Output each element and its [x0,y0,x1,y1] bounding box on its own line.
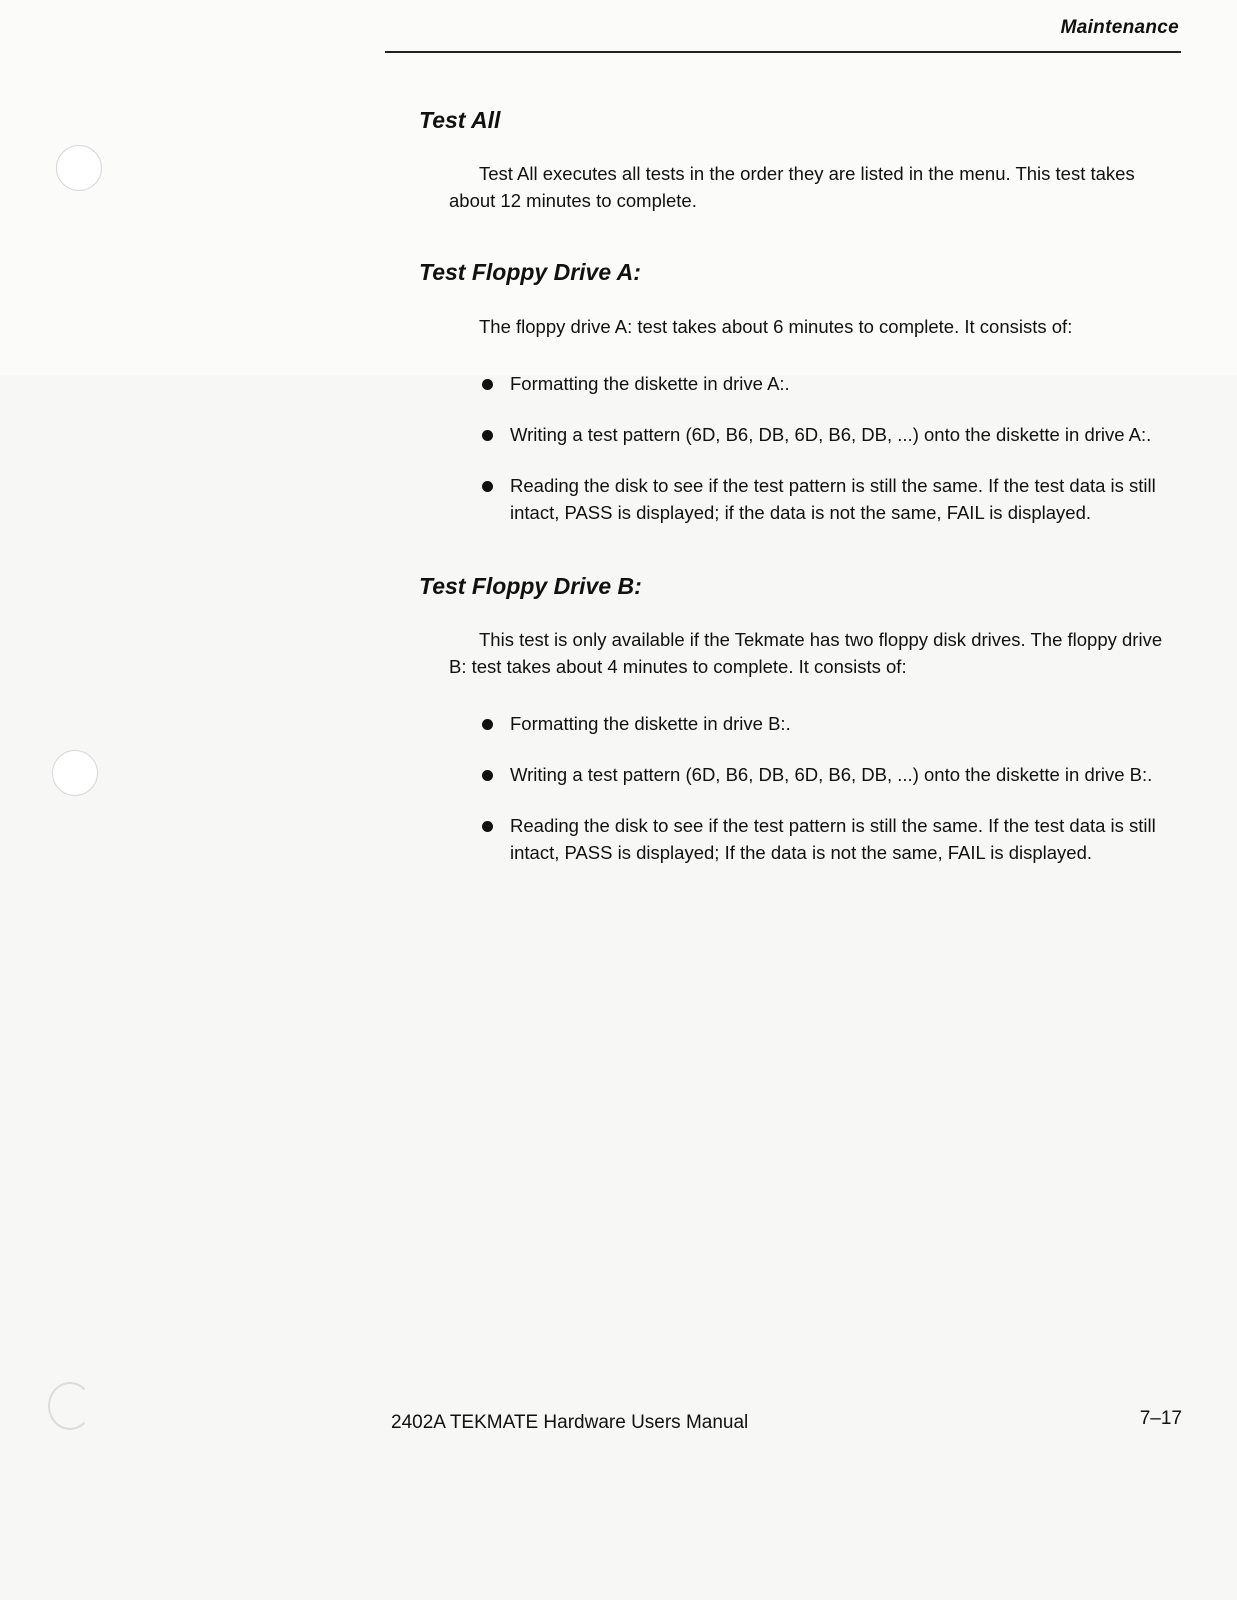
bullet-icon [482,770,493,781]
heading-test-floppy-b: Test Floppy Drive B: [419,573,642,599]
heading-test-all: Test All [419,107,501,133]
footer-manual-title: 2402A TEKMATE Hardware Users Manual [391,1412,749,1433]
list-item: Reading the disk to see if the test pattern is still the same. If the test data is still intact, PASS is displayed; If the data is not the same, FAIL is displayed. [480,812,1180,866]
bullet-list-floppy-a [480,370,1180,550]
punch-hole-middle [52,750,98,796]
punch-hole-top [56,145,102,191]
bullet-icon [482,430,493,441]
paragraph-test-floppy-b: This test is only available if the Tekmate has two floppy disk drives. The floppy drive B: test takes about 4 minutes to complete. It consists of: [449,629,1163,677]
running-header-title: Maintenance [1060,17,1179,38]
list-item: Writing a test pattern (6D, B6, DB, 6D, B6, DB, ...) onto the diskette in drive B:. [480,761,1180,788]
bullet-icon [482,821,493,832]
paragraph-test-floppy-a: The floppy drive A: test takes about 6 minutes to complete. It consists of: [479,316,1073,337]
list-item: Reading the disk to see if the test pattern is still the same. If the test data is still intact, PASS is displayed; if the data is not the same, FAIL is displayed. [480,472,1180,526]
bullet-icon [482,719,493,730]
header-rule [385,51,1181,53]
bullet-icon [482,481,493,492]
list-item: Writing a test pattern (6D, B6, DB, 6D, B6, DB, ...) onto the diskette in drive A:. [480,421,1180,448]
heading-test-floppy-a: Test Floppy Drive A: [419,259,641,285]
footer-page-number: 7–17 [1139,1408,1182,1429]
bullet-icon [482,379,493,390]
punch-hole-bottom [48,1382,92,1430]
list-item: Formatting the diskette in drive A:. [480,370,1180,397]
paragraph-test-all: Test All executes all tests in the order they are listed in the menu. This test takes about 12 minutes to complete. [449,163,1135,211]
bullet-list-floppy-b [480,710,1180,890]
list-item: Formatting the diskette in drive B:. [480,710,1180,737]
